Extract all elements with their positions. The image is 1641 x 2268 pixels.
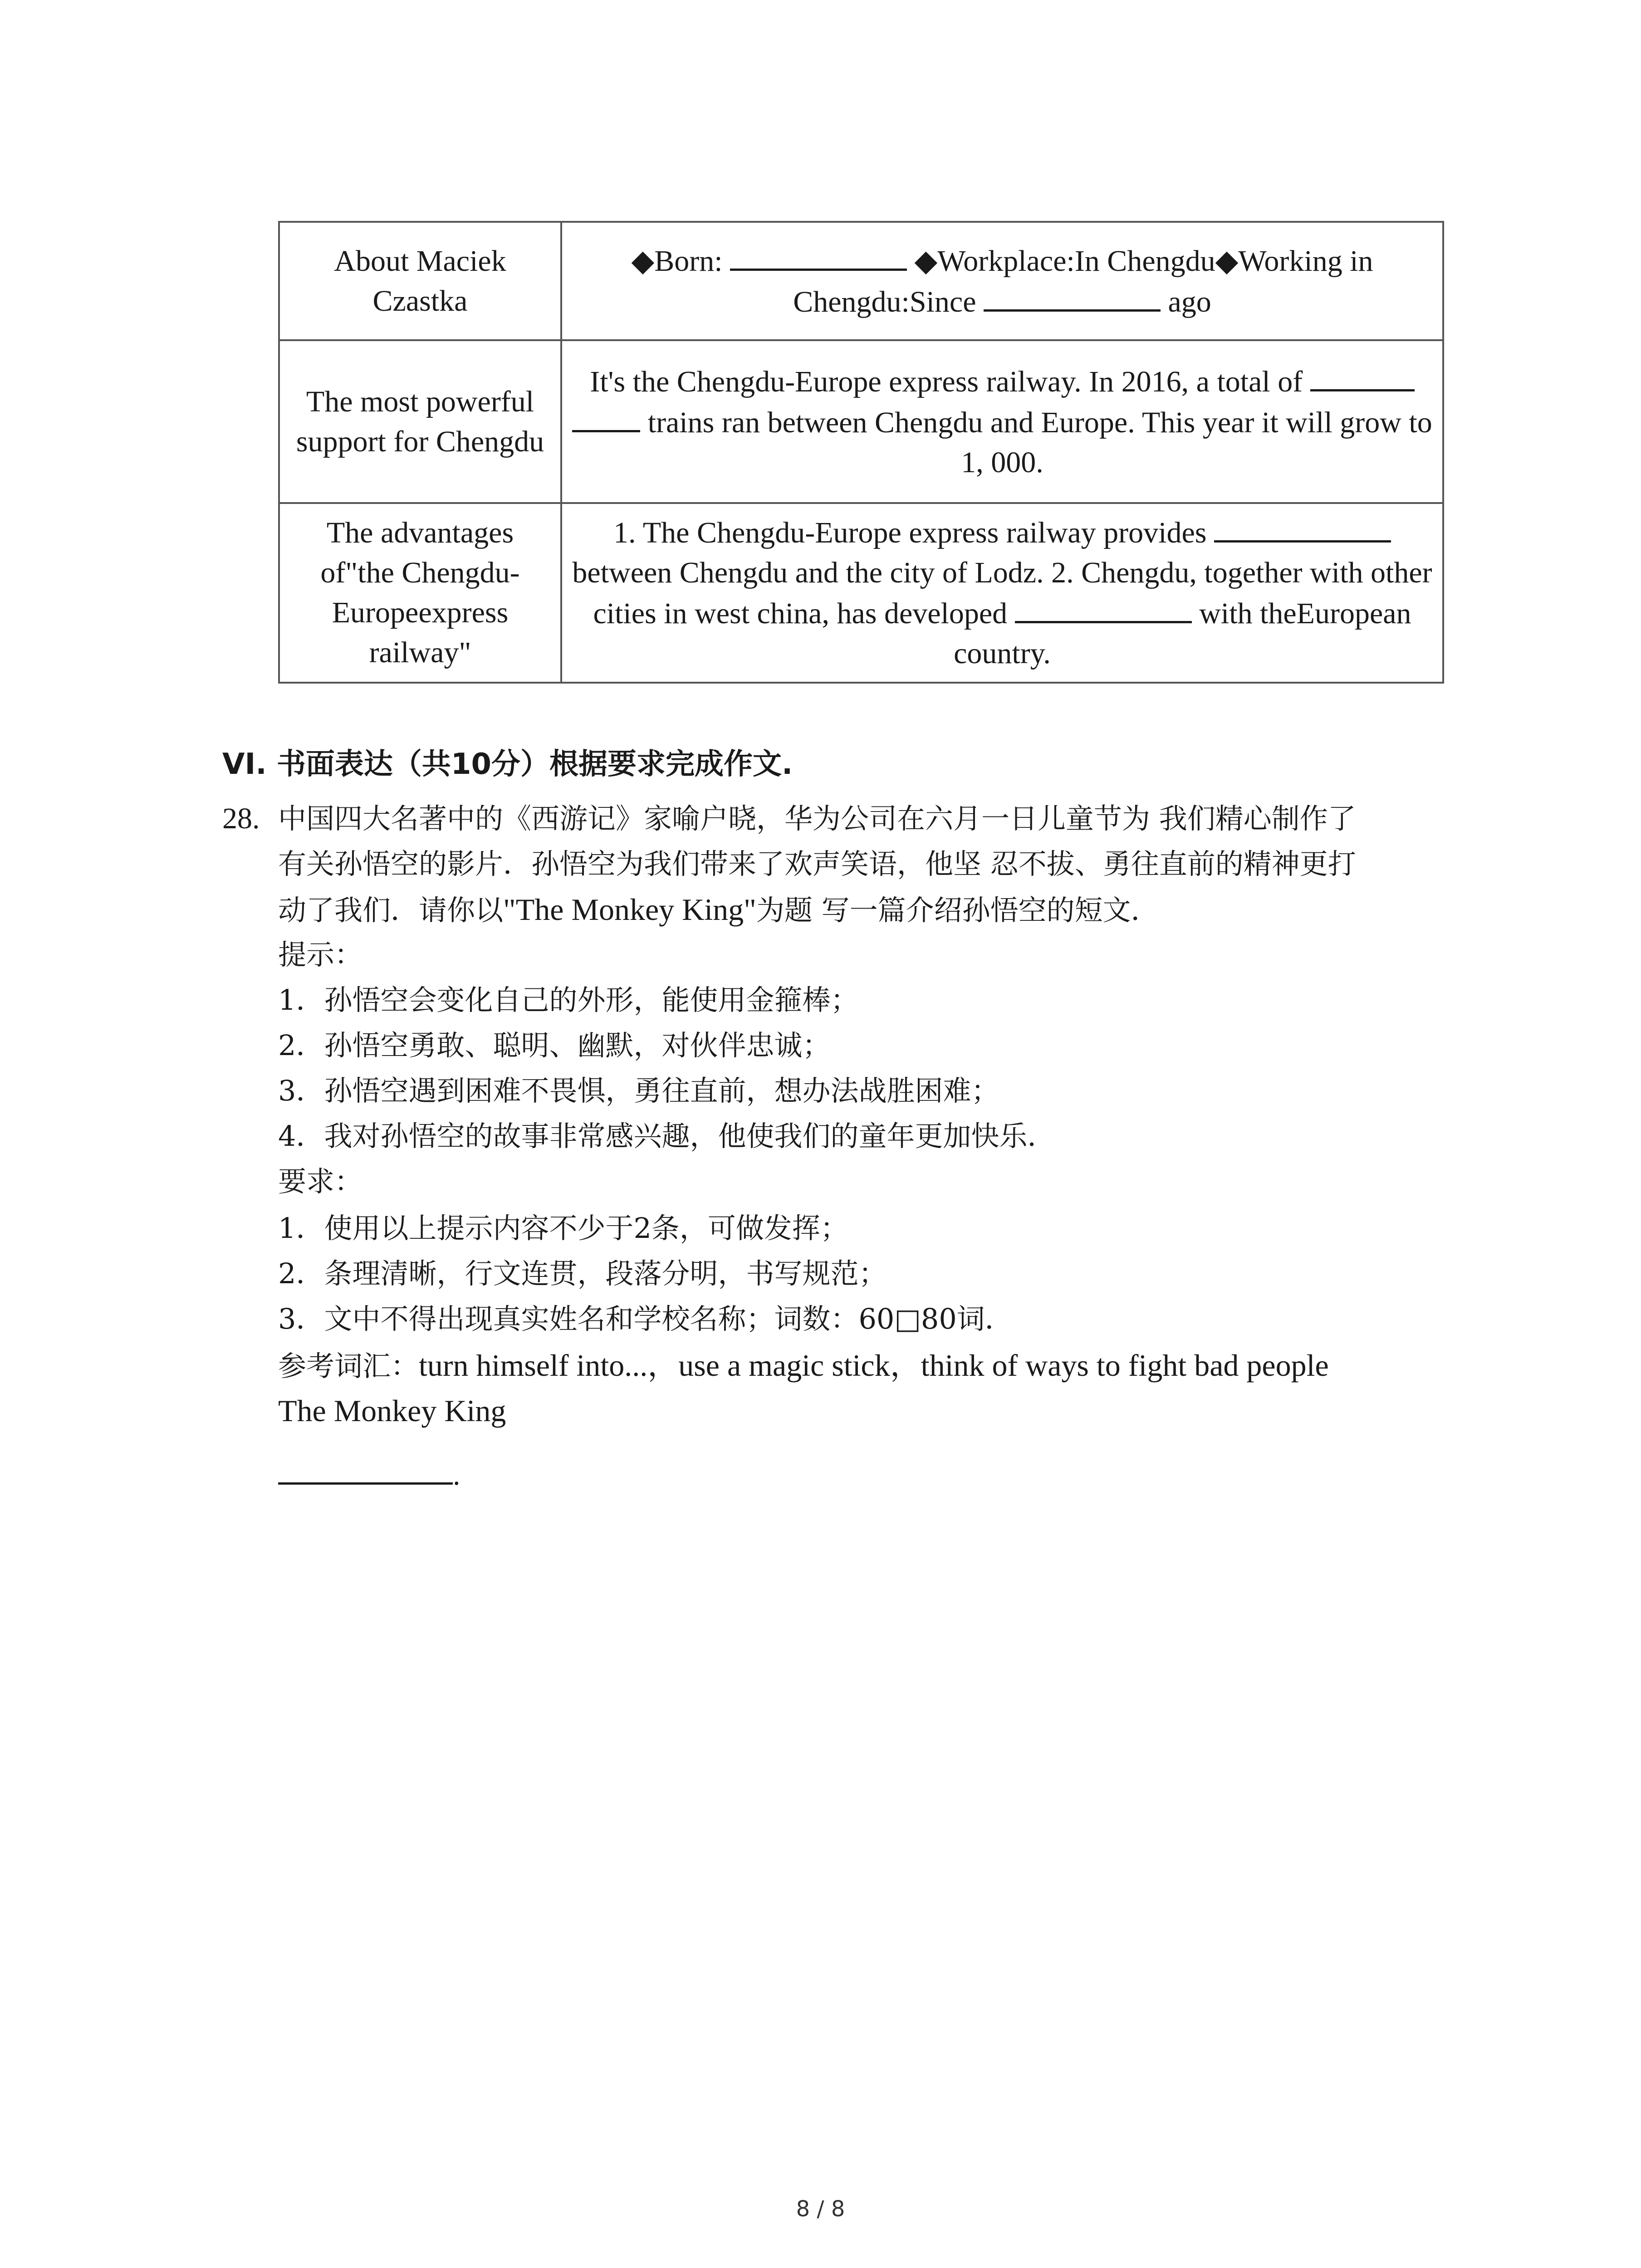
tip-item: 3．孙悟空遇到困难不畏惧，勇往直前，想办法战胜困难；: [278, 1074, 999, 1107]
question-text: 为题 写一篇介绍孙悟空的短文．: [756, 894, 1159, 927]
answer-blank[interactable]: [572, 402, 640, 432]
info-table: [278, 221, 1444, 684]
workplace-text: ◆Workplace:In Chengdu◆Working in Chengdu:Since: [793, 244, 1373, 318]
tip-item: 2．孙悟空勇敢、聪明、幽默，对伙伴忠诚；: [278, 1029, 831, 1062]
question-line: 有关孙悟空的影片．孙悟空为我们带来了欢声笑语，他坚 忍不拔、勇往直前的精神更打: [278, 847, 1356, 880]
period: .: [453, 1458, 460, 1491]
row-text: It's the Chengdu-Europe express railway. In 2016, a total of: [590, 365, 1303, 398]
question-number: 28.: [222, 802, 260, 835]
vocab-text: turn himself into...，use a magic stick，think of ways to fight bad people: [419, 1348, 1329, 1383]
row-label: The most powerful support for Chengdu: [279, 340, 561, 503]
answer-blank[interactable]: [730, 240, 907, 271]
tip-item: 4．我对孙悟空的故事非常感兴趣，他使我们的童年更加快乐．: [278, 1119, 1056, 1153]
table-row: [279, 340, 1443, 503]
vocab-label: 参考词汇：: [278, 1349, 419, 1383]
answer-blank[interactable]: [1214, 512, 1391, 543]
answer-blank[interactable]: [1310, 361, 1415, 391]
answer-blank[interactable]: [984, 281, 1161, 312]
row-text: trains ran between Chengdu and Europe. This year it will grow to 1, 000.: [647, 406, 1432, 479]
answer-blank[interactable]: [1015, 593, 1192, 623]
essay-title-ref: "The Monkey King": [503, 892, 756, 927]
essay-answer-blank[interactable]: [278, 1455, 453, 1485]
vocab-line: [278, 1343, 1458, 1389]
requirement-item: 3．文中不得出现真实姓名和学校名称；词数：60□80词．: [278, 1302, 1013, 1335]
row-content: [561, 222, 1443, 340]
row-label: The advantages of"the Chengdu-Europeexpress railway": [279, 503, 561, 683]
requirements-label: 要求：: [278, 1165, 363, 1198]
row-text: 1. The Chengdu-Europe express railway provides: [613, 516, 1207, 549]
requirement-item: 1．使用以上提示内容不少于2条，可做发挥；: [278, 1212, 848, 1245]
born-label: ◆Born:: [631, 244, 723, 278]
question-line: 中国四大名著中的《西游记》家喻户晓，华为公司在六月一日儿童节为 我们精心制作了: [278, 802, 1356, 835]
ago-text: ago: [1168, 285, 1211, 318]
question-text: 动了我们．请你以: [278, 894, 504, 927]
row-content: [561, 503, 1443, 683]
tip-item: 1．孙悟空会变化自己的外形，能使用金箍棒；: [278, 983, 859, 1017]
essay-title: The Monkey King: [278, 1393, 506, 1428]
row-label: About Maciek Czastka: [279, 222, 561, 340]
section-title: VI. 书面表达（共10分）根据要求完成作文.: [222, 748, 793, 781]
page-number: 8 / 8: [796, 2196, 845, 2222]
essay-answer-line: [278, 1455, 460, 1492]
table-row: [279, 503, 1443, 683]
row-text: between Chengdu and the city of Lodz. 2. Chengdu, together with other cities in west china, has developed: [572, 556, 1432, 630]
table-row: [279, 222, 1443, 340]
question-line: [278, 887, 1458, 933]
row-text: with theEuropean country.: [954, 597, 1411, 670]
tips-label: 提示：: [278, 938, 363, 971]
requirement-item: 2．条理清晰，行文连贯，段落分明，书写规范；: [278, 1257, 887, 1290]
row-content: [561, 340, 1443, 503]
